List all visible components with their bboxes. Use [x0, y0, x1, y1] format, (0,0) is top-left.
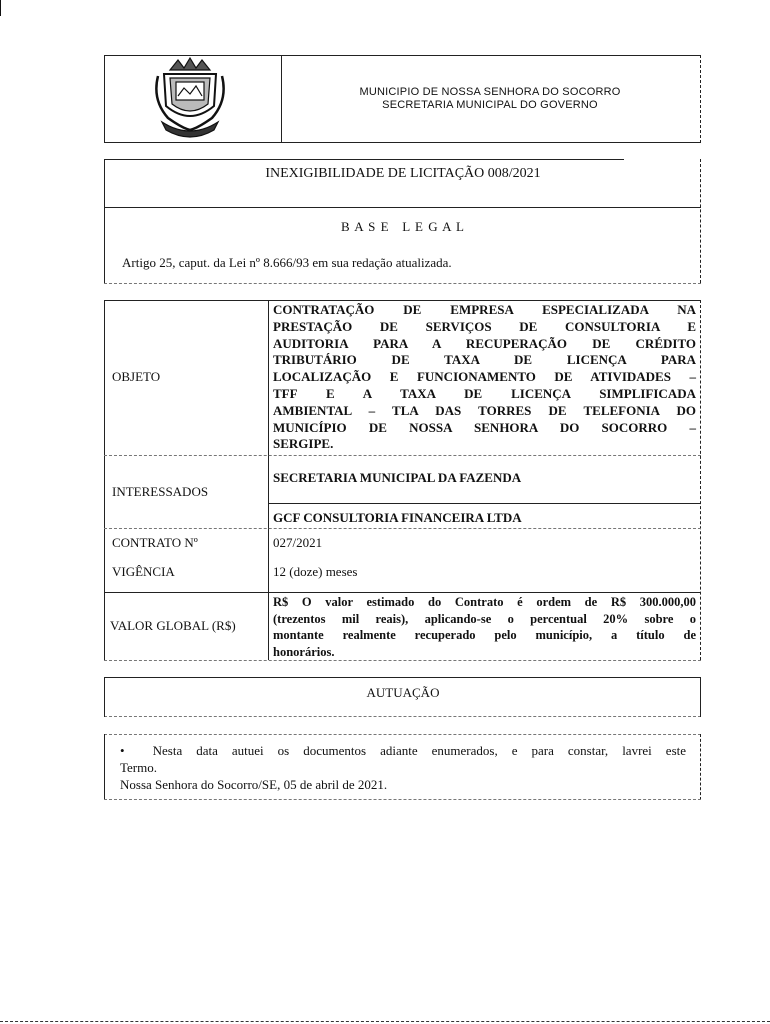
valor-line: (trezentos mil reais), aplicando-se o percentual 20% sobre o	[273, 611, 696, 626]
contrato-label: CONTRATO Nº	[112, 535, 198, 550]
base-legal-heading: B A S E L E G A L	[341, 219, 465, 234]
objeto-line: MUNICÍPIO DE NOSSA SENHORA DO SOCORRO –	[273, 419, 696, 435]
autuacao-heading: AUTUAÇÃO	[366, 685, 440, 700]
municipal-coat-of-arms	[148, 56, 232, 140]
autuacao-statement-end: Termo.	[120, 760, 157, 775]
valor-line: R$ O valor estimado do Contrato é ordem de R$ 300.000,00	[273, 595, 696, 609]
header-municipality: MUNICIPIO DE NOSSA SENHORA DO SOCORRO	[359, 86, 621, 98]
valor-line: honorários.	[273, 644, 335, 659]
objeto-text	[273, 302, 696, 453]
objeto-line: AMBIENTAL – TLA DAS TORRES DE TELEFONIA DO	[273, 402, 696, 418]
contrato-value: 027/2021	[273, 535, 323, 550]
objeto-line: CONTRATAÇÃO DE EMPRESA ESPECIALIZADA NA	[273, 302, 696, 317]
document-title: INEXIGIBILIDADE DE LICITAÇÃO 008/2021	[265, 166, 541, 181]
interessado-gcf: GCF CONSULTORIA FINANCEIRA LTDA	[273, 510, 522, 525]
objeto-line: AUDITORIA PARA A RECUPERAÇÃO DE CRÉDITO	[273, 335, 696, 351]
objeto-line: SERGIPE.	[273, 436, 334, 452]
scan-bottom-line	[0, 1021, 770, 1022]
place-and-date: Nossa Senhora do Socorro/SE, 05 de abril de 2021.	[120, 777, 388, 792]
vigencia-value: 12 (doze) meses	[273, 564, 358, 579]
autuacao-body	[120, 742, 686, 793]
valor-global-label: VALOR GLOBAL (R$)	[110, 618, 236, 633]
objeto-line: TFF E A TAXA DE LICENÇA SIMPLIFICADA	[273, 385, 696, 401]
base-legal-text: Artigo 25, caput. da Lei nº 8.666/93 em sua redação atualizada.	[122, 255, 452, 270]
objeto-line: LOCALIZAÇÃO E FUNCIONAMENTO DE ATIVIDADES –	[273, 369, 696, 385]
objeto-line: TRIBUTÁRIO DE TAXA DE LICENÇA PARA	[273, 352, 696, 368]
autuacao-statement: Nesta data autuei os documentos adiante enumerados, e para constar, lavrei este	[152, 743, 687, 758]
header-secretariat: SECRETARIA MUNICIPAL DO GOVERNO	[382, 99, 598, 111]
interessado-fazenda: SECRETARIA MUNICIPAL DA FAZENDA	[273, 470, 522, 485]
valor-global-text	[273, 594, 696, 660]
objeto-label: OBJETO	[112, 369, 161, 384]
valor-line: montante realmente recuperado pelo município, a título de	[273, 628, 696, 642]
interessados-label: INTERESSADOS	[112, 484, 209, 499]
vigencia-label: VIGÊNCIA	[112, 564, 175, 579]
bullet-icon: •	[120, 743, 125, 758]
scan-edge-line	[0, 0, 1, 16]
objeto-line: PRESTAÇÃO DE SERVIÇOS DE CONSULTORIA E	[273, 318, 696, 334]
